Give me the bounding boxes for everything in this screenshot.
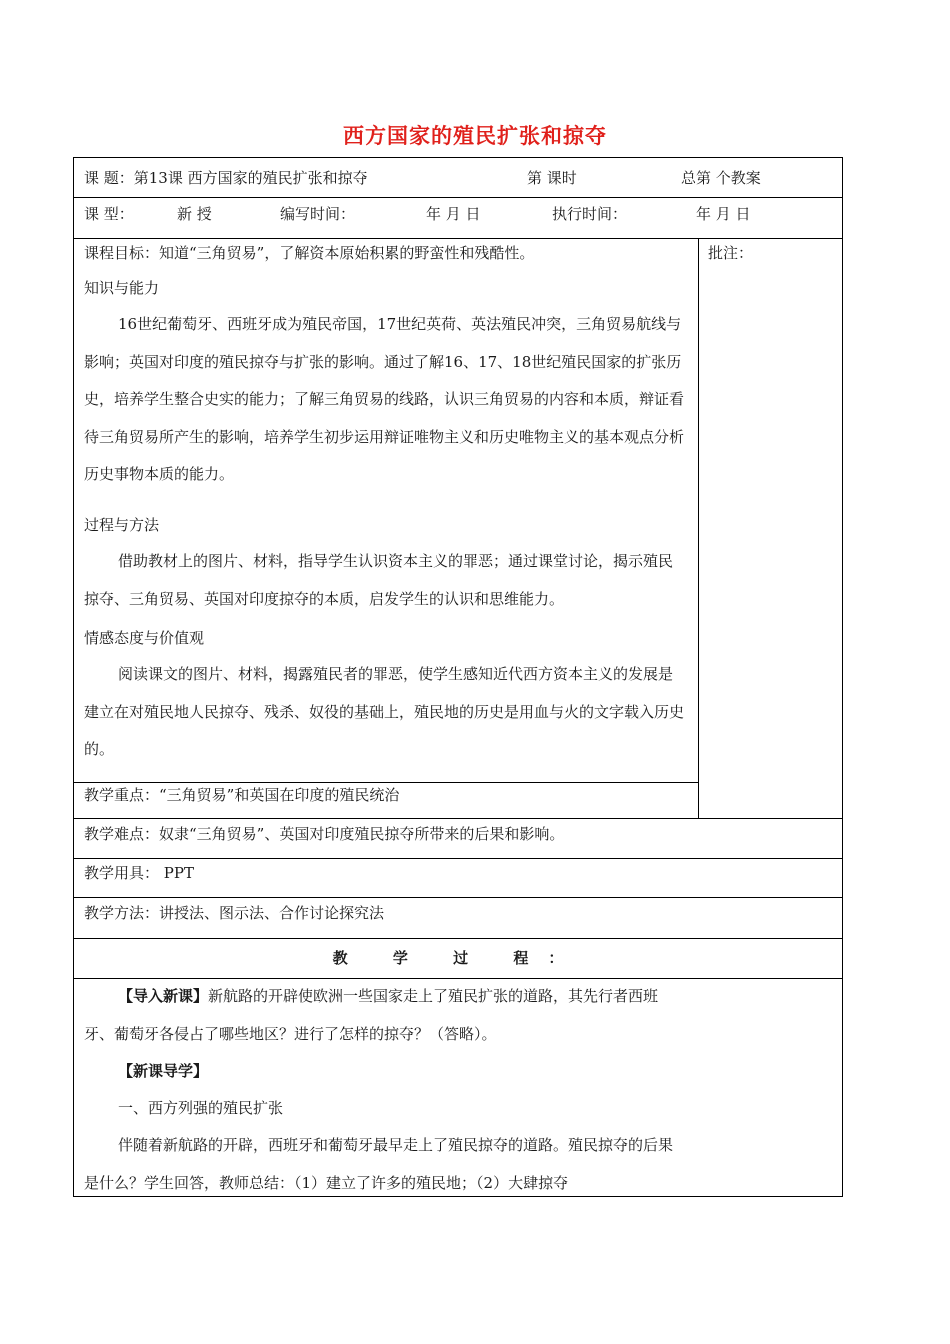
difficulties: 教学难点：奴隶“三角贸易”、英国对印度殖民掠夺所带来的后果和影响。 — [84, 825, 565, 843]
lesson-period: 第 课时 — [527, 169, 577, 187]
process-method-paragraph — [84, 543, 684, 618]
notes-column-divider — [698, 238, 699, 818]
section-1-text: 伴随着新航路的开辟，西班牙和葡萄牙最早走上了殖民掠夺的道路。殖民掠夺的后果是什么？学生回答，教师总结：（1）建立了许多的殖民地；（2）大肆掠夺 — [84, 1136, 674, 1192]
key-points: 教学重点：“三角贸易”和英国在印度的殖民统治 — [84, 786, 400, 804]
exec-time-label: 执行时间： — [552, 205, 628, 223]
lesson-type-label: 课 型： — [84, 205, 134, 223]
intro-text: 新航路的开辟使欧洲一些国家走上了殖民扩张的道路，其先行者西班牙、葡萄牙各侵占了哪些地区？进行了怎样的掠夺？（答略）。 — [84, 987, 659, 1043]
row-divider — [74, 197, 842, 198]
row-divider — [74, 782, 698, 783]
teaching-methods: 教学方法：讲授法、图示法、合作讨论探究法 — [84, 904, 385, 922]
section-heading — [84, 1090, 684, 1128]
values-text: 阅读课文的图片、材料，揭露殖民者的罪恶，使学生感知近代西方资本主义的发展是建立在对殖民地人民掠夺、残杀、奴役的基础上，殖民地的历史是用血与火的文字载入历史的。 — [84, 665, 685, 758]
row-divider — [74, 858, 842, 859]
lesson-topic: 课 题：第13课 西方国家的殖民扩张和掠夺 — [84, 169, 368, 187]
intro-label: 【导入新课】 — [118, 987, 209, 1005]
heading-knowledge: 知识与能力 — [84, 279, 160, 297]
lesson-plan-table — [73, 157, 843, 1197]
page-title: 西方国家的殖民扩张和掠夺 — [343, 124, 607, 148]
section-1-paragraph — [84, 1127, 684, 1202]
guide-paragraph — [84, 1053, 684, 1091]
intro-paragraph — [84, 978, 684, 1053]
section-1-title: 一、西方列强的殖民扩张 — [118, 1099, 284, 1117]
process-title: 教 学 过 程： — [332, 949, 584, 967]
row-divider — [74, 938, 842, 939]
row-divider — [74, 818, 842, 819]
guide-label: 【新课导学】 — [118, 1062, 209, 1080]
values-paragraph — [84, 656, 684, 769]
lesson-total: 总第 个教案 — [681, 169, 761, 187]
teaching-tools: 教学用具： PPT — [84, 864, 194, 882]
row-divider — [74, 897, 842, 898]
row-divider — [74, 238, 842, 239]
knowledge-paragraph — [84, 306, 684, 494]
heading-process-method: 过程与方法 — [84, 516, 160, 534]
lesson-type-value: 新 授 — [177, 205, 212, 223]
written-date: 年 月 日 — [426, 205, 481, 223]
knowledge-text: 16世纪葡萄牙、西班牙成为殖民帝国，17世纪英荷、英法殖民冲突，三角贸易航线与影响；英国对印度的殖民掠夺与扩张的影响。通过了解16、17、18世纪殖民国家的扩张历史，培养学生整合史实的能力；了解三角贸易的线路，认识三角贸易的内容和本质，辩证看待三角贸易所产生的影响，培养学生初步运用辩证唯物主义和历史唯物主义的基本观点分析历史事物本质的能力。 — [84, 315, 685, 483]
written-time-label: 编写时间： — [280, 205, 356, 223]
course-objective: 课程目标：知道“三角贸易”，了解资本原始积累的野蛮性和残酷性。 — [84, 244, 535, 262]
notes-label: 批注： — [708, 244, 754, 262]
heading-values: 情感态度与价值观 — [84, 629, 205, 647]
process-method-text: 借助教材上的图片、材料，指导学生认识资本主义的罪恶；通过课堂讨论，揭示殖民掠夺、三角贸易、英国对印度掠夺的本质，启发学生的认识和思维能力。 — [84, 552, 674, 608]
exec-date: 年 月 日 — [696, 205, 751, 223]
